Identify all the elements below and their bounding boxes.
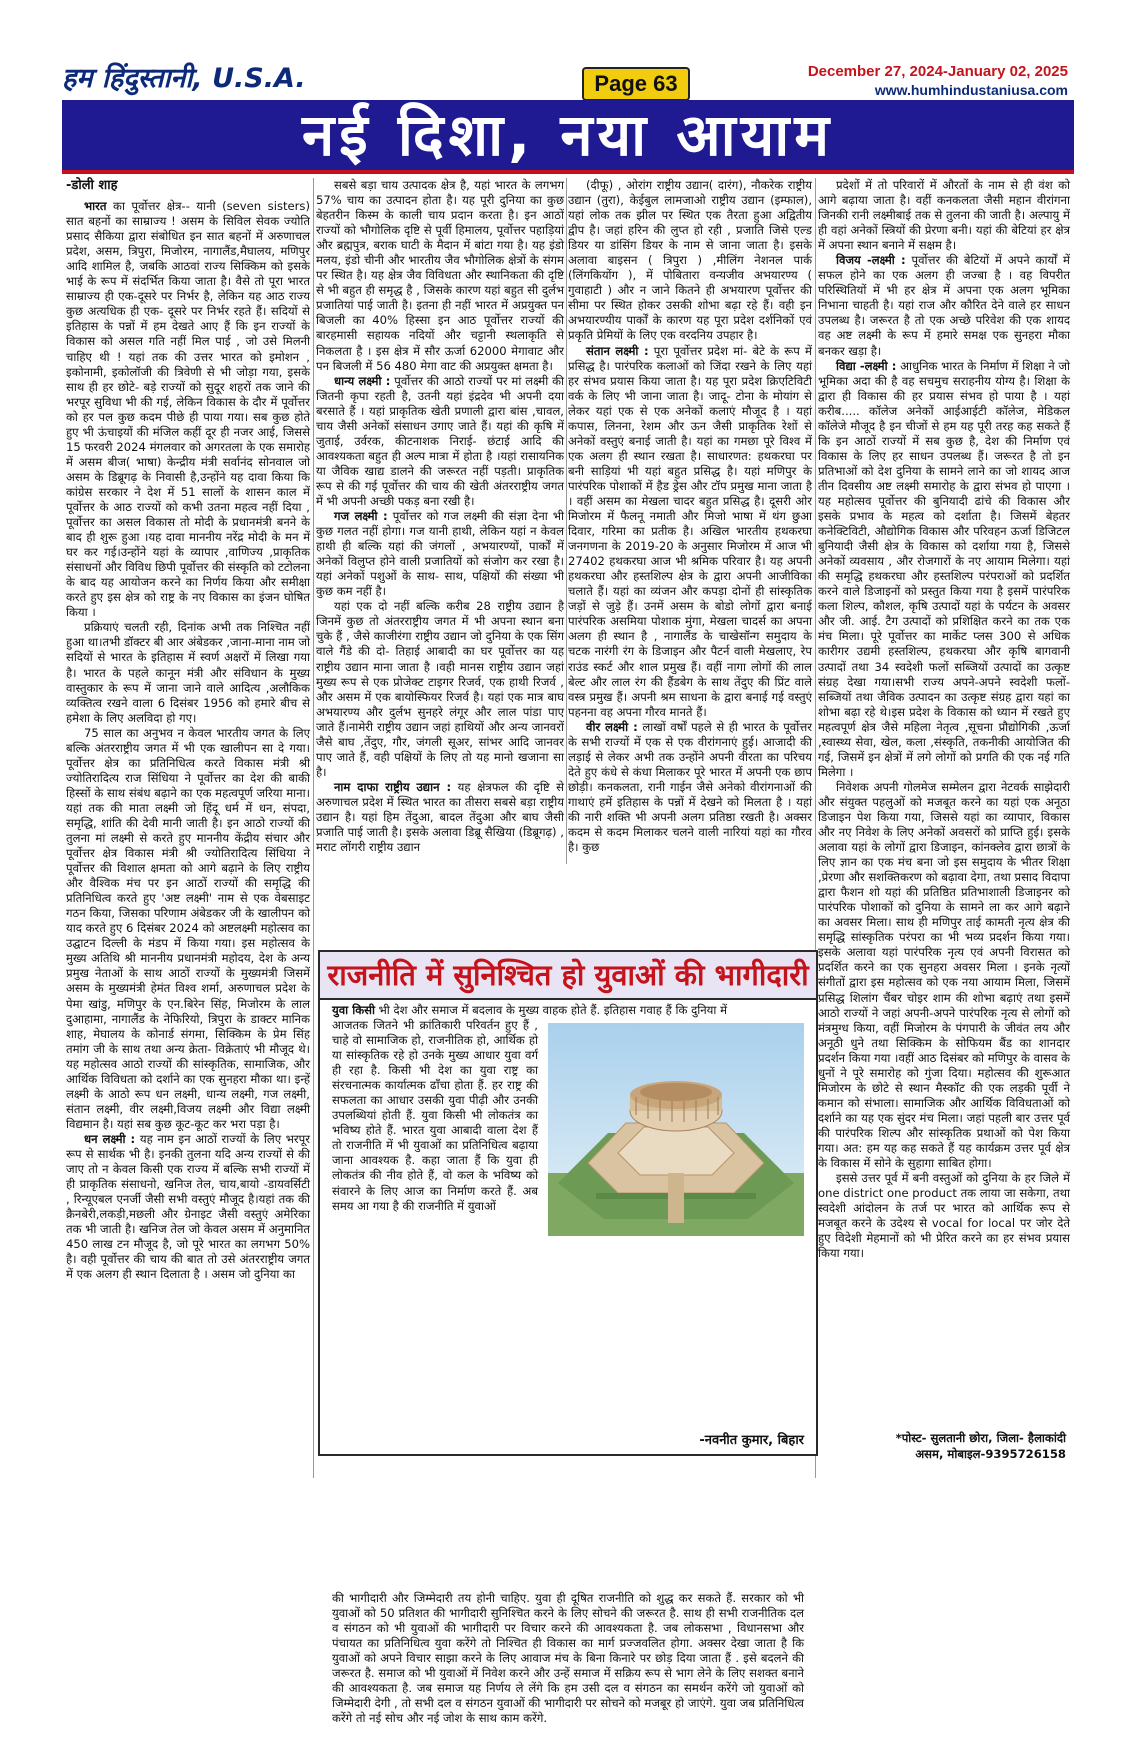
article-paragraph — [568, 178, 812, 344]
article-paragraph — [66, 620, 310, 725]
masthead-name: हम हिंदुस्तानी, U.S.A. — [62, 63, 306, 94]
box-signature: -नवनीत कुमार, बिहार — [699, 1433, 804, 1448]
article-column-3 — [568, 178, 812, 864]
article-paragraph — [568, 720, 812, 855]
headline-title: नई दिशा, नया आयाम — [301, 101, 835, 169]
paragraph-text: पूरा पूर्वोत्तर प्रदेश मां- बेटे के रूप में प्रसिद्ध है। पारंपरिक कलाओं को जिंदा रखने के लिए यहां हर संभव प्रयास किया जाता है। यह पूरा प्रदेश क्रिएटिविटी वर्क के लिए भी जाना जाता है। जादू- टोना के मोयांग से लेकर यहां एक से एक अनेकों कलाएं मौजूद है । यहां कपास, लिनना, रेशम और ऊन जैसी प्राकृतिक रेशों से अनेकों वस्तुएं बनाई जाती है। यहां का गमछा पूरे विश्व में एक अलग ही स्थान रखता है। साधारणत: हथकरघा पर बनी साड़ियां भी यहां बहुत प्रसिद्ध है। यहां मणिपुर के पारंपरिक पोशाकों में हैड ड्रेस और टॉप प्रमुख माना जाता है । वहीं असम का मेखला चादर बहुत प्रसिद्ध है। दूसरी ओर मिजोरम में फैलनू नमाती और मिजो भाषा में थंग छुआ दिवार, गरिमा का प्रतीक है। अखिल भारतीय हथकरघा जनगणना के 2019-20 के अनुसार मिजोरम में आज भी 27402 हथकरघा आज भी श्रमिक परिवार है। यह अपनी हथकरघा और हस्तशिल्प क्षेत्र के द्वारा अपनी आजीविका चलाते हैं। यहां का व्यंजन और कपड़ा दोनों ही सांस्कृतिक जड़ों से जुड़े हैं। उनमें असम के बोडो लोगों द्वारा बनाई पारंपरिक असमिया पोशाक मुंगा, मेखला चादर्स का अपना अलग ही स्थान है , नागालैंड के चाखेसॉन्ग समुदाय के चटक नारंगी रंग के डिजाइन और पैटर्न वाली मेखलाए, रेप राउंड स्कर्ट और शाल प्रमुख हैं। वहीं नागा लोगों की लाल बेल्ट और लाल रंग की हैंडबेग के साथ तेंदुए की प्रिंट वाले वस्त्र प्रमुख हैं। अपनी श्रम साधना के द्वारा बनाई गई वस्तुएं पहनना वह अपना गौरव मानते हैं। — [568, 343, 812, 719]
paragraph-text: प्रदेशों में तो परिवारों में औरतों के नाम से ही वंश को आगे बढ़ाया जाता है। वहीं कनकलता जैसी महान वीरांगना जिनकी रानी लक्ष्मीबाई तक से तुलना की जाती है। अल्पायु में ही वहां अनेकों स्त्रियों की प्रेरणा बनी। यहां की बेटियां हर क्षेत्र में अपना स्थान बनाने में सक्षम है। — [818, 178, 1070, 253]
box-wide-paragraph: की भागीदारी और जिम्मेदारी तय होनी चाहिए. युवा ही दूषित राजनीति को शुद्ध कर सकते हैं. सरकार को भी युवाओं को 50 प्रतिशत की भागीदारी सुनिश्चित करने के लिए सोचने की जरूरत है. साथ ही सभी राजनीतिक दल व संगठन को भी युवाओं की भागीदारी पर विचार करने की आवश्यकता है. जब लोकसभा , विधानसभा और पंचायत का प्रतिनिधित्व युवा करेंगे तो निश्चित ही विकास का मार्ग प्रज्जवलित होगा. अक्सर देखा जाता है कि युवाओं को अपने विचार साझा करने के लिए आवाज मंच के बिना किनारे पर छोड़ दिया जाता हैं . इसे बदलने की जरूरत है. समाज को भी युवाओं में निवेश करने और उन्हें समाज में सक्रिय रूप से भाग लेने के लिए सशक्त बनाने की आवश्यकता है. जब समाज यह निर्णय ले लेंगे कि हम उसी दल व संगठन का समर्थन करेंगे जो युवाओं को जिम्मेदारी देगी , तो सभी दल व संगठन युवाओं की भागीदारी पर सोचने को मजबूर हो जाएंगे. युवा जब प्रतिनिधित्व करेंगे तो नई सोच और नई जोश के साथ काम करेंगे. — [332, 1590, 804, 1725]
box-intro-lead: युवा किसी — [332, 1003, 375, 1017]
paragraph-lead: धन लक्ष्मी : — [84, 1131, 136, 1146]
address-line: *पोस्ट- सुलतानी छोरा, जिला- हैलाकांदी — [895, 1431, 1066, 1445]
paragraph-lead: विद्या -लक्ष्मी : — [836, 358, 897, 373]
paragraph-text: पूर्वोत्तर की बेटियों में अपने कार्यों में सफल होने का एक अलग ही जज्बा है । वह विपरीत परिस्थितियों में भी हर क्षेत्र में अपना एक अलग भूमिका निभाना चाहती है। यहां राज और कौरित देने वाले हर साधन उपलब्ध है। जरूरत है तो एक अच्छे परिवेश की एक शायद वह अष्ट लक्ष्मी के रूप में हमारे समक्ष एक सुनहरा मौका बनकर खड़ा है। — [818, 253, 1070, 358]
paragraph-lead: विजय -लक्ष्मी : — [836, 253, 906, 268]
box-heading: राजनीति में सुनिश्चित हो युवाओं की भागीदारी — [320, 952, 816, 1000]
paragraph-lead: वीर लक्ष्मी : — [586, 719, 638, 734]
article-paragraph — [316, 780, 564, 855]
article-paragraph — [66, 199, 310, 620]
paragraph-lead: धान्य लक्ष्मी : — [334, 373, 391, 388]
article-paragraph — [316, 178, 564, 374]
paragraph-text: सबसे बड़ा चाय उत्पादक क्षेत्र है, यहां भारत के लगभग 57% चाय का उत्पादन होता है। यह पूरी दुनिया का कुछ बेहतरीन किस्म के काली चाय प्रदान करता है। इन आठों राज्यों को भौगोलिक दृष्टि से पूर्वी हिमालय, पूर्वोत्तर पहाड़ियां और ब्रह्मपुत्र, बराक घाटी के मैदान में बांटा गया है। यह इंडो मलय, इंडो चीनी और भारतीय जैव भौगोलिक क्षेत्रों के संगम पर स्थित है। यह क्षेत्र जैव विविधता और स्थानिकता की दृष्टि से भी बहुत ही समृद्ध है , जिसके कारण यहां बहुत सी दुर्लभ प्रजातियां पाई जाती है। इतना ही नहीं भारत में अप्रयुक्त पन बिजली का 40% हिस्सा इन आठ पूर्वोत्तर राज्यों की बारहमासी सहायक नदियों और चट्टानी स्थलाकृति से निकलता है । इस क्षेत्र में सौर ऊर्जा 62000 मेगावाट और पन बिजली में 56 480 मेगा वाट की अप्रयुक्त क्षमता है। — [316, 178, 564, 373]
article-column-4 — [818, 178, 1070, 1478]
article-paragraph — [818, 253, 1070, 358]
article-column-2 — [316, 178, 564, 864]
article-paragraph — [818, 178, 1070, 253]
box-narrow-text — [332, 1018, 538, 1214]
box-intro — [332, 1003, 804, 1018]
byline: -डोली शाह — [66, 178, 118, 193]
issue-date: December 27, 2024-January 02, 2025 — [807, 63, 1068, 80]
box-narrow-paragraph: आजतक जितने भी क्रांतिकारी परिवर्तन हुए हैं , चाहे वो सामाजिक हो, राजनीतिक हो, आर्थिक हो या सांस्कृतिक रहे हो उनके मुख्य आधार युवा वर्ग ही रहा है. किसी भी देश का युवा राष्ट्र का संरचनात्मक कार्यात्मक ढाँचा होता हैं. हर राष्ट्र की सफलता का आधार उसकी युवा पीढ़ी और उनकी उपलब्धियां होती हैं. युवा किसी भी लोकतंत्र का भविष्य होते हैं. भारत युवा आबादी वाला देश हैं तो राजनीति में भी युवाओं का प्रतिनिधित्व बढ़ाया जाना आवश्यक है. कहा जाता हैं कि युवा ही लोकतंत्र की नीव होते हैं, वो कल के भविष्य को संवारने के लिए आज का निर्माण करते हैं. अब समय आ गया है की राजनीति में युवाओं — [332, 1018, 538, 1213]
article-paragraph — [66, 726, 310, 1132]
paragraph-lead: संतान लक्ष्मी : — [586, 343, 649, 358]
paragraph-text: इससे उत्तर पूर्व में बनी वस्तुओं को दुनिया के हर जिले में one district one product तक लाया जा सकेगा, तथा स्वदेशी आंदोलन के तर्ज पर भारत को आर्थिक रूप से मजबूत करने के उदेश्य से vocal for local पर जोर देते हुए विदेशी मेहमानों को भी प्रेरित करने का हर संभव प्रयास किया गया। — [818, 1171, 1070, 1261]
paragraph-text: निवेशक अपनी गोलमेज सम्मेलन द्वारा नेटवर्क साझेदारी और संयुक्त पहलुओं को मजबूत करने का यहां एक अनूठा डिजाइन पेश किया गया, जिससे यहां का व्यापार, विकास और नए निवेश के लिए अनेकों अवसरों को प्राप्ति हुई। इसके अलावा यहां के लोगों द्वारा डिजाइन, कांनक्लेव द्वारा छात्रों के लिए ज्ञान का एक मंच बना जो इस समुदाय के भीतर शिक्षा ,प्रेरणा और सशक्तिकरण को बढ़ावा देगा, तथा प्रसाद विदापा द्वारा फैशन शो यहां की प्रतिष्ठित प्रतिभाशाली डिजाइनर को पारंपरिक पोशाकों को दुनिया के सामने ला कर आगे बढ़ाने का अवसर मिला। साथ ही मणिपुर ताई कामती नृत्य क्षेत्र की समृद्धि सांस्कृतिक परंपरा का भी भव्य प्रदर्शन किया गया। इसके अलावा यहां पारंपरिक नृत्य एवं अपनी विरासत को प्रदर्शित करने का एक सुनहरा अवसर मिला । इनके नृत्यों संगीतों द्वारा इस महोत्सव को एक नया आयाम मिला, जिसमें प्रसिद्ध शिलांग चैंबर चोइर शाम की शोभा बढ़ाएं तथा इसमें आठो राज्यों ने जहां अपनी-अपने पारंपरिक नृत्य से लोगों को मंत्रमुग्ध किया, वहीं मिजोरम के पंगपारी के जीवंत लय और अनूठी धुने तथा सिक्किम के सोफियम बैंड का शानदार प्रदर्शन किया गया ।वहीं आठ दिसंबर को मणिपुर के वासव के धुनों ने पूरे समारोह को गुंजा दिया। महोत्सव की शुरूआत मिजोरम के छोटे से स्थान मैस्कॉट की एक लड़की पूर्वी ने कमान को संभाला। सामाजिक और आर्थिक विविधताओं को दर्शाने का यह एक सुंदर मंच मिला। जहां पहली बार उत्तर पूर्व की पारंपरिक शिल्प और सांस्कृतिक प्रथाओं को पेश किया गया। अत: हम यह कह सकते हैं यह कार्यक्रम उत्तर पूर्व क्षेत्र के विकास में सोने के सुहागा साबित होगा। — [818, 779, 1070, 1171]
paragraph-text: लाखों वर्षों पहले से ही भारत के पूर्वोत्तर के सभी राज्यों में एक से एक वीरांगनाएं हुई। आजादी की लड़ाई से लेकर अभी तक उन्होंने अपनी वीरता का परिचय देते हुए कंधे से कंधा मिलाकर पूरे भारत में अपनी एक छाप छोड़ी। कनकलता, रानी गाईन जैसे अनेको वीरांगनाओं की गाथाएं हमें इतिहास के पन्नों में देखने को मिलता है । यहां की नारी शक्ति भी अपनी अलग प्रतिष्ठा रखती है। अक्सर कदम से कदम मिलाकर चलने वाली नारियां यहां का गौरव है। कुछ — [568, 719, 812, 855]
article-paragraph — [818, 780, 1070, 1171]
article-paragraph — [316, 599, 564, 780]
article-paragraph — [66, 1132, 310, 1282]
parliament-illustration — [548, 1023, 804, 1236]
paragraph-text: यहां एक दो नहीं बल्कि करीब 28 राष्ट्रीय उद्यान है जिनमें कुछ तो अंतरराष्ट्रीय जगत में भी अपना स्थान बना चुके हैं , जैसे काजीरंगा राष्ट्रीय उद्यान जो दुनिया के एक सिंग वाले गैंडे की दो- तिहाई आबादी का घर पूर्वोत्तर का यह राष्ट्रीय उद्यान माना जाता है ।वही मानस राष्ट्रीय उद्यान जहां मुख्य रूप से एक प्रोजेक्ट टाइगर रिजर्व, एक हाथी रिजर्व , और असम में एक बायोस्फियर रिजर्व है। यहां एक मात्र बाघ अभयारण्य और दुर्लभ सुनहरे लंगूर और लाल पांडा पाए जाते हैं।नामेरी राष्ट्रीय उद्यान जहां हाथियों और अन्य जानवरों जैसे बाघ ,तेंदुए, गौर, जंगली सूअर, सांभर आदि जानवर पाए जाते हैं, वही पक्षियों के लिए तो यह मानो खजाना सा है। — [316, 599, 564, 779]
article-column-1 — [66, 178, 310, 1478]
article-paragraph — [818, 1171, 1070, 1261]
website-link[interactable]: www.humhindustaniusa.com — [874, 82, 1068, 98]
paragraph-lead: नाम दाफा राष्ट्रीय उद्यान : — [334, 779, 452, 794]
paragraph-text: यह नाम इन आठों राज्यों के लिए भरपूर रूप से सार्थक भी है। इनकी तुलना यदि अन्य राज्यों से की जाए तो न केवल किसी एक राज्य में बल्कि सभी राज्यों में ही प्राकृतिक संसाधनो, खनिज तेल, चाय,बायो -डायवर्सिटी , रिन्यूएबल एनर्जी जैसी सभी वस्तुएं मौजूद है।यहां तक की क्रैनबेरी,लकड़ी,मछली और ग्रेनाइट जैसी वस्तुएं अमेरिका तक भी जाती है। खनिज तेल जो केवल असम में अनुमानित 450 लाख टन मौजूद है, जो पूरे भारत का लगभग 50% है। वही पूर्वोत्तर की चाय की बात तो उसे अंतरराष्ट्रीय जगत में एक अलग ही स्थान दिलाता है । असम जो दुनिया का — [66, 1131, 311, 1282]
box-wide-text — [332, 1579, 804, 1738]
parliament-building-photo — [548, 1023, 804, 1236]
page-number-badge: Page 63 — [582, 67, 690, 101]
article-paragraph — [818, 359, 1070, 780]
paragraph-lead: भारत — [84, 199, 107, 214]
author-address — [822, 1430, 1066, 1462]
paragraph-lead: गज लक्ष्मी : — [334, 509, 388, 524]
address-line: असम, मोबाइल-9395726158 — [915, 1447, 1066, 1461]
paragraph-text: यह क्षेत्रफल की दृष्टि से अरुणाचल प्रदेश में स्थित भारत का तीसरा सबसे बड़ा राष्ट्रीय उद्यान है। यहां हिम तेंदुआ, बादल तेंदुआ और बाघ जैसी प्रजाति पाई जाती है। इसके अलावा डिब्रू सैखिया (डिब्रूगढ़) , मराट लोंगरी राष्ट्रीय उद्यान — [316, 779, 564, 855]
article-paragraph — [316, 509, 564, 599]
box-intro-text: भी देश और समाज में बदलाव के मुख्य वाहक होते हैं. इतिहास गवाह हैं कि दुनिया में — [374, 1003, 728, 1017]
article-paragraph — [568, 344, 812, 720]
paragraph-text: पूर्वोत्तर की आठो राज्यों पर मां लक्ष्मी की जितनी कृपा रहती है, उतनी यहां इंद्रदेव भी अपनी दया बरसाते हैं । यहां प्राकृतिक खेती प्रणाली द्वारा बांस ,चावल, चाय जैसी अनेकों संसाधन उगाए जाते हैं। यहां की कृषि में जुताई, उर्वरक, कीटनाशक निराई- छंटाई आदि की आवश्यकता बहुत ही अल्प मात्रा में होता है ।यहां रासायनिक या जैविक खाद्य डालने की जरूरत नहीं पड़ती। प्राकृतिक रूप से की गई पूर्वोत्तर की चाय की खेती अंतरराष्ट्रीय जगत में भी अपनी अच्छी पकड़ बना रखी है। — [316, 373, 564, 508]
paragraph-text: 75 साल का अनुभव न केवल भारतीय जगत के लिए बल्कि अंतरराष्ट्रीय जगत में भी एक खालीपन सा दे गया। पूर्वोत्तर क्षेत्र का प्रतिनिधित्व करते विकास मंत्री श्री ज्योतिरादित्य राज सिंधिया ने पूर्वोत्तर का देश की बाकी हिस्सों के साथ संबंध बढ़ाने का एक महत्वपूर्ण जरिया माना। यहां तक की माता लक्ष्मी जो हिंदू धर्म में धन, संपदा, समृद्धि, शांति की देवी मानी जाती है। इन आठो राज्यों की तुलना मां लक्ष्मी से करते हुए माननीय केंद्रीय संचार और पूर्वोत्तर क्षेत्र विकास मंत्री श्री ज्योतिरादित्य सिंधिया ने पूर्वोत्तर की विशाल क्षमता को आगे बढ़ाने के लिए राष्ट्रीय और वैश्विक मंच पर इन आठों राज्यों की समृद्धि की प्रतिनिधित्व करते हुए 'अष्ट लक्ष्मी' नाम से एक वेबसाइट गठन किया, जिसका परिणाम अंबेडकर जी के खालीपन को याद करते हुए 6 दिसंबर 2024 को अष्टलक्ष्मी महोत्सव का उद्घाटन दिल्ली के मंडप में किया गया। इस महोत्सव के मुख्य अतिथि श्री माननीय प्रधानमंत्री महोदय, देश के अन्य प्रमुख नेताओं के साथ आठों राज्यों के मुख्यमंत्री जिसमें असम के मुख्यमंत्री हेमंत विश्व शर्मा, अरुणाचल प्रदेश के पेमा खांडु, मणिपुर के एन.बिरेन सिंह, मिजोरम के लाल दुआहामा, नागालैंड के नेफिरियो, त्रिपुरा के डाक्टर मानिक शाह, मेघालय के कोनार्ड संगमा, सिक्किम के प्रेम सिंह तमांग जी के साथ तथा अन्य क्रेता- विक्रेताएं भी मौजूद थे। यह महोत्सव आठो राज्यों की सांस्कृतिक, सामाजिक, और आर्थिक विविधता को दर्शाने का एक सुनहरा मौका था। इन्हें लक्ष्मी के आठो रूप धन लक्ष्मी, धान्य लक्ष्मी, गज लक्ष्मी, संतान लक्ष्मी, वीर लक्ष्मी,विजय लक्ष्मी और विद्या लक्ष्मी विद्यमान है। यहां सब कुछ कूट-कूट कर भरा पड़ा है। — [66, 725, 310, 1131]
article-paragraph — [316, 374, 564, 509]
paragraph-text: (दीफू) , ओरांग राष्ट्रीय उद्यान( दारंग), नौकरेक राष्ट्रीय उद्यान (तुरा), केईबुल लामजाओ राष्ट्रीय उद्यान (इम्फाल), यहां लोक तक झील पर स्थित एक तैरता हुआ अद्वितीय द्वीप है। जहां हरिन की लुप्त हो रही , प्रजाति जिसे एल्ड डियर या डांसिंग डियर के नाम से जाना जाता है। इसके अलावा बाइसन ( त्रिपुरा ) ,मीलिंग नेशनल पार्क (लिंगकियोंग ), में पोबितारा वन्यजीव अभयारण्य ( गुवाहाटी ) और न जाने कितने ही अभयारण पूर्वोत्तर की सीमा पर स्थित होकर उसकी शोभा बढ़ा रहे हैं। वही इन अभयारण्यीय पार्कों के कारण यह पूरा प्रदेश दर्शनिकों एवं प्रकृति प्रेमियों के लिए एक वरदनिय उपहार है। — [568, 178, 812, 343]
headline-banner — [62, 100, 1074, 174]
paragraph-text: का पूर्वोत्तर क्षेत्र-- यानी (seven sisters) सात बहनों का साम्राज्य ! असम के सिविल सेवक ज्योति प्रसाद सैकिया द्वारा संबोधित इन सात बहनों में अरुणाचल प्रदेश, असम, त्रिपुरा, मिजोरम, नागालैंड,मैघालय, मणिपुर आदि शामिल है, जबकि आठवां राज्य सिक्किम को इसके भाई के रूप में संदर्भित किया जाता है। वैसे तो पूरा भारत साम्राज्य ही एक-दूसरे पर निर्भर है, लेकिन यह आठ राज्य कुछ अत्यधिक ही एक- दूसरे पर निर्भर रहते हैं। सदियों से इतिहास के पन्नों में हम देखते आए हैं कि इन राज्यों के विकास को असल गति नहीं मिल पाई , जो उसे मिलनी चाहिए थी ! यहां तक की उत्तर भारत को इमोशन , इकोनामी, इकोलॉजी की त्रिवेणी से भी जोड़ा गया, इसके साथ ही हर छोटे- बड़े राज्यों को सुदूर शहरों तक जाने की भरपूर सुविधा भी की गई, लेकिन विकास के दौर में पूर्वोत्तर को हर पल कुछ कदम पीछे ही पाया गया। सब कुछ होते हुए भी ऊंचाइयों की मंजिल कहीं दूर ही नजर आई, जिससे 15 फरवरी 2024 मंगलवार को अगरतला के एक समारोह में असम बीज( भाषा) केन्द्रीय मंत्री सर्वानंद सोनवाल जो असम के डिब्रूगढ़ के निवासी है,उन्होंने यह दावा किया कि कांग्रेस सरकार ने देश में 51 सालों के शासन काल में पूर्वोत्तर के आठ राज्यों को कभी उतना महत्व नहीं दिया , पूर्वोत्तर का असल विकास तो मोदी के प्रधानमंत्री बनने के बाद ही शुरू हुआ ।यह दावा माननीय नरेंद्र मोदी के मन में घर कर गई।उन्होंने यहां के व्यापार ,वाणिज्य ,प्राकृतिक संसाधनों और विविध छिपी पूर्वोत्तर की संस्कृति को टटोलना के बाद यह आयोजन करने का निर्णय किया और समीक्षा करते हुए इस क्षेत्र को राष्ट्र के नए विकास का इंजन घोषित किया । — [66, 199, 310, 620]
youth-politics-box — [318, 950, 818, 1725]
paragraph-text: आधुनिक भारत के निर्माण में शिक्षा ने जो भूमिका अदा की है वह सचमुच सराहनीय योग्य है। शिक्षा के द्वारा ही विकास की हर प्रयास संभव हो पाया है । यहां करीब..... कॉलेज अनेकों आईआईटी कॉलेज, मेडिकल कॉलेजे मौजूद है इन चीजों से हम यह पूरी तरह कह सकते हैं कि इन आठों राज्यों में सब कुछ है, देश की निर्माण एवं विकास के लिए हर साधन उपलब्ध हैं। जरूरत है तो इन प्रतिभाओं को देश दुनिया के सामने लाने का जो शायद आज तीन दिवसीय अष्ट लक्ष्मी समारोह के द्वारा संभव हो पाएगा । यह महोत्सव पूर्वोत्तर की बुनियादी ढांचे की विकास और इसके प्रभाव के महत्व को दर्शाता है। जिसमें बेहतर कनेक्टिविटी, औद्योगिक विकास और परिवहन ऊर्जा डिजिटल बुनियादी जैसी क्षेत्र के विकास को दर्शाया गया है, जिससे अनेकों व्यवसाय , और रोजगारों के नए आयाम मिलेगा। यहां की समृद्धि हथकरघा और हस्तशिल्प परंपराओं को प्रदर्शित करने वाले डिजाइनों को प्रस्तुत किया गया है इसमें पारंपरिक कला शिल्प, कौशल, कृषि उत्पादों यहां के पर्यटन के अवसर और जी. आई. टैग उत्पादों को प्रशिक्षित करने का तक एक मंच मिला। पूरे पूर्वोत्तर का मार्केट प्लस 300 से अधिक कारीगर उद्यमी हस्तशिल्प, हथकरघा और कृषि बागवानी उत्पादों तथा 34 स्वदेशी फलों सब्जियों उत्पादों का उत्कृष्ट संग्रह देखा गया।सभी राज्य अपने-अपने स्वदेशी फलों- सब्जियों तथा जैविक उत्पादन का उत्कृष्ट संग्रह द्वारा यहां का शोभा बढ़ा रहे थे।इस प्रदेश के विकास को ध्यान में रखते हुए महत्वपूर्ण क्षेत्र जैसे महिला नेतृत्व ,सूचना प्रौद्योगिकी ,ऊर्जा ,स्वास्थ्य सेवा, खेल, कला ,संस्कृति, तकनीकी आयोजित की गई, जिसमें इन क्षेत्रों में लगे लोगों को प्रगति की एक नई गति मिलेगा । — [818, 358, 1070, 779]
column-divider — [313, 178, 314, 1478]
paragraph-text: पूर्वोत्तर को गज लक्ष्मी की संज्ञा देना भी कुछ गलत नहीं होगा। गज यानी हाथी, लेकिन यहां न केवल हाथी ही बल्कि यहां की जंगलों , अभयारण्यों, पार्कों में अनेकों विलुप्त होने वाली प्रजातियों को संजोग कर रखा है। यहां अनेकों पशुओं के साथ- साथ, पक्षियों की संख्या भी कुछ कम नहीं है। — [316, 509, 564, 599]
paragraph-text: प्रक्रियाएं चलती रही, दिनांक अभी तक निश्चित नहीं हुआ था।तभी डॉक्टर बी आर अंबेडकर ,जाना-माना नाम जो सदियों से भारत के इतिहास में स्वर्ण अक्षरों में लिखा गया है। भारत के पहले कानून मंत्री और संविधान के मुख्य वास्तुकार के रूप में जाना जाने वाले आदित्य ,अलौकिक व्यक्तित्व रखने वाला 6 दिसंबर 1956 को हमारे बीच से हमेशा के लिए अलविदा हो गए। — [66, 620, 310, 725]
column-divider — [566, 178, 567, 864]
